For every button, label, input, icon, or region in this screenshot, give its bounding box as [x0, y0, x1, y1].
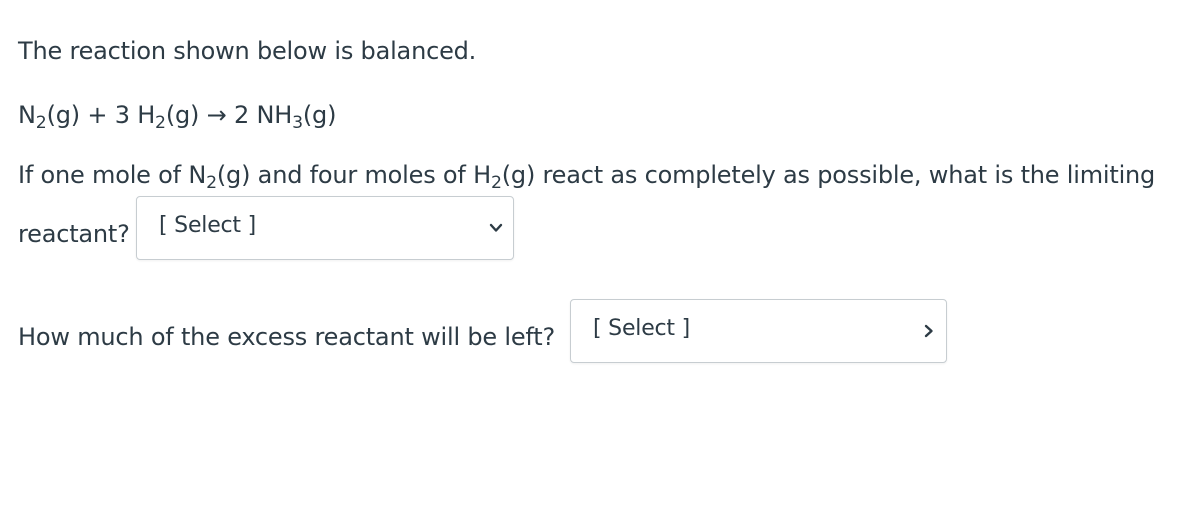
intro-text: The reaction shown below is balanced. — [18, 37, 477, 65]
q1-part2: (g) and four moles of H — [216, 161, 491, 189]
eq-h2-state: (g) → 2 NH — [165, 101, 293, 129]
chevron-right-icon — [924, 324, 934, 338]
question-2: How much of the excess reactant will be left? — [18, 323, 555, 351]
question-1-line-2: reactant? — [18, 220, 130, 248]
eq-nh3-subscript: 3 — [292, 112, 303, 133]
excess-reactant-select[interactable] — [570, 299, 947, 363]
eq-n2-subscript: 2 — [35, 112, 47, 133]
q1-sub2: 2 — [490, 172, 502, 193]
q1-sub1: 2 — [206, 172, 217, 193]
eq-n2-state: (g) + 3 H — [46, 101, 156, 129]
chemical-equation — [18, 100, 337, 133]
eq-n2: N — [18, 101, 36, 129]
eq-nh3-state: (g) — [302, 101, 337, 129]
chevron-down-icon — [489, 223, 503, 233]
q1-part1: If one mole of N — [18, 161, 207, 189]
limiting-reactant-select-label: [ Select ] — [159, 213, 257, 238]
limiting-reactant-select[interactable] — [136, 196, 514, 260]
eq-h2-subscript: 2 — [155, 112, 166, 133]
q1-part3: (g) react as completely as possible, what is the limiting — [501, 161, 1156, 189]
question-1-line-1 — [18, 160, 1156, 193]
excess-reactant-select-label: [ Select ] — [593, 316, 691, 341]
